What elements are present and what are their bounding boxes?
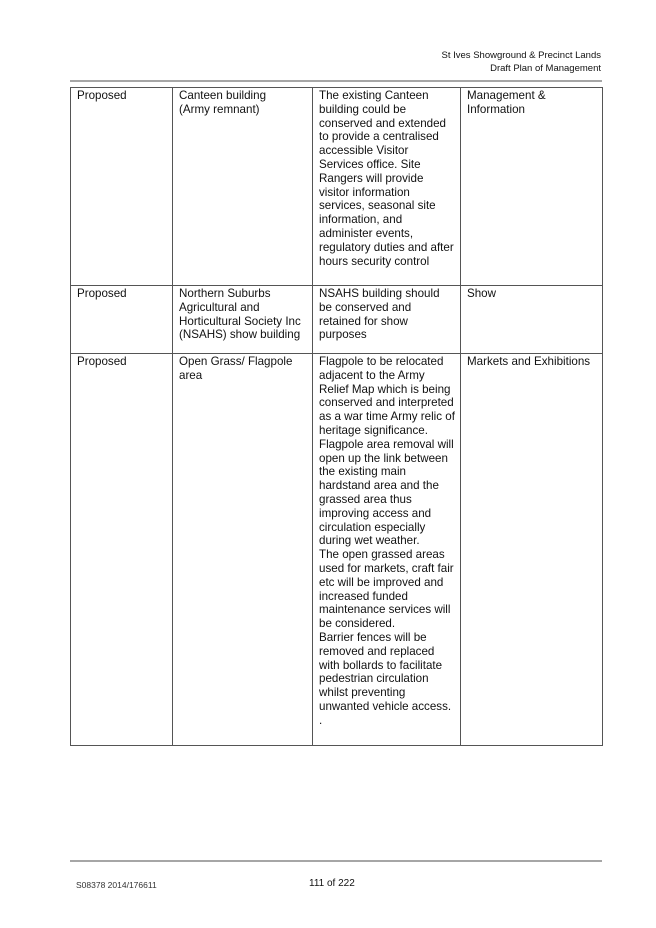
plan-table xyxy=(70,87,603,746)
page-number: 111 of 222 xyxy=(309,878,355,889)
category-cell: Management & Information xyxy=(461,88,603,286)
header-title: St Ives Showground & Precinct Lands xyxy=(441,50,601,61)
header-divider xyxy=(70,80,602,82)
category-cell: Show xyxy=(461,286,603,354)
footer-divider xyxy=(70,860,602,862)
status-cell: Proposed xyxy=(71,286,173,354)
description-cell: NSAHS building should be conserved and retained for show purposes xyxy=(313,286,461,354)
table-row xyxy=(71,354,603,746)
document-reference: S08378 2014/176611 xyxy=(76,880,157,890)
header-subtitle: Draft Plan of Management xyxy=(490,63,601,74)
description-cell: The existing Canteen building could be conserved and extended to provide a centralised accessible Visitor Services office. Site Rangers will provide visitor information services, seasonal site information, and administer events, regulatory duties and after hours security control xyxy=(313,88,461,286)
item-cell: Canteen building (Army remnant) xyxy=(173,88,313,286)
table-row xyxy=(71,88,603,286)
table-row xyxy=(71,286,603,354)
description-cell: Flagpole to be relocated adjacent to the Army Relief Map which is being conserved and interpreted as a war time Army relic of heritage significance. Flagpole area removal will open up the link between the existing main hardstand area and the grassed area thus improving access and circulation especially during wet weather. The open grassed areas used for markets, craft fair etc will be improved and increased funded maintenance services will be considered. Barrier fences will be removed and replaced with bollards to facilitate pedestrian circulation whilst preventing unwanted vehicle access. . xyxy=(313,354,461,746)
status-cell: Proposed xyxy=(71,88,173,286)
item-cell: Northern Suburbs Agricultural and Horticultural Society Inc (NSAHS) show building xyxy=(173,286,313,354)
item-cell: Open Grass/ Flagpole area xyxy=(173,354,313,746)
status-cell: Proposed xyxy=(71,354,173,746)
category-cell: Markets and Exhibitions xyxy=(461,354,603,746)
document-header xyxy=(442,49,601,75)
